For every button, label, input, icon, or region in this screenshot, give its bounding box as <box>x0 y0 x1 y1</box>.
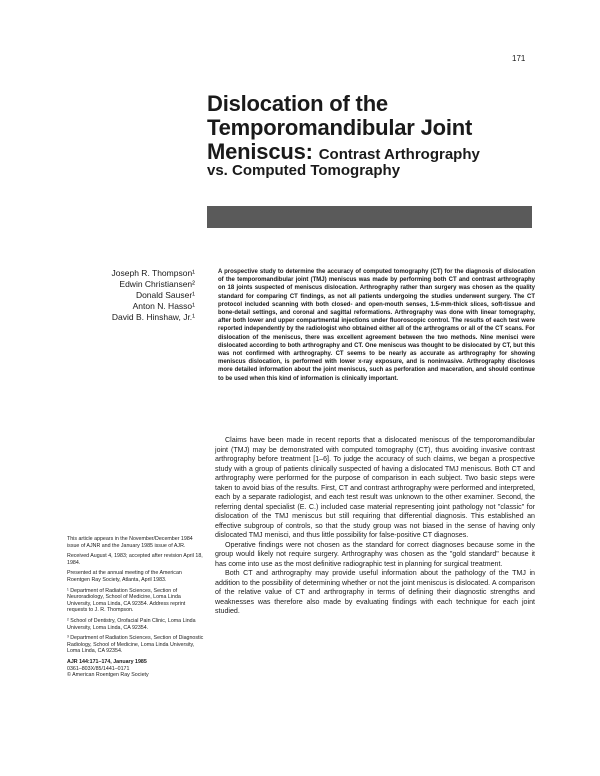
body-text <box>215 436 535 617</box>
author: Anton N. Hasso¹ <box>132 301 195 311</box>
article-subtitle: vs. Computed Tomography <box>207 162 401 179</box>
author: Donald Sauser¹ <box>135 290 195 300</box>
title-main: Dislocation of the Temporomandibular Joint Meniscus: <box>207 91 473 164</box>
page-number: 171 <box>512 54 526 63</box>
footnote: ³ Department of Radiation Sciences, Section of Diagnostic Radiology, School of Medicine, Loma Linda University, Loma Linda, CA 92354. <box>67 635 204 655</box>
author-list <box>112 268 195 323</box>
title-banner-bar <box>207 206 532 228</box>
abstract: A prospective study to determine the accuracy of computed tomography (CT) for the diagnosis of dislocation of the temporomandibular joint (TMJ) meniscus was made by performing both CT and contrast arthrography on 18 joints suspected of meniscus dislocation. Arthrography rather than surgery was chosen as the quality standard for comparing CT findings, as not all patients undergoing the studies underwent surgery. The CT protocol included scanning with both closed- and open-mouth senses, 1.5-mm-thick slices, soft-tissue and bone-detail settings, and coronal and sagittal reformations. Arthrography was done with linear tomography, after both lower and upper compartmental injections under fluoroscopic control. The results of each test were reported independently by the radiologist who obtained either all of the arthrograms or all of the CT scans. For dislocation of the meniscus, there was excellent agreement between the two methods. Nine menisci were dislocated according to both arthrography and CT. One meniscus was thought to be dislocated by CT, but this was not confirmed with arthrography. CT seems to be nearly as accurate as arthrography for showing meniscus dislocation, is performed with lower x-ray exposure, and is noninvasive. Arthrography discloses more detailed information about the joint meniscus, such as perforation and maceration, and should continue to be used when this kind of information is clinically important. <box>218 269 535 382</box>
footnotes <box>67 536 204 679</box>
title-sub: Contrast Arthrography <box>318 146 480 163</box>
issn: 0361–803X/85/1441–0171 <box>67 665 130 672</box>
footnote: ¹ Department of Radiation Sciences, Section of Neuroradiology, School of Medicine, Loma Linda University, Loma Linda, CA 92354. Address reprint requests to J. R. Thompson. <box>67 587 186 614</box>
author: Joseph R. Thompson¹ <box>111 268 195 278</box>
citation: AJR 144:171–174, January 1985 <box>67 658 147 665</box>
body-paragraph: Operative findings were not chosen as the standard for correct diagnoses because some in the group would likely not require surgery. Arthrography was chosen as the "gold standard" because it has come into use as the most definitive radiographic test in planning for surgical treatment. <box>215 540 535 568</box>
footnote: ² School of Dentistry, Orofacial Pain Clinic, Loma Linda University, Loma Linda, CA 92354. <box>67 617 196 631</box>
article-title <box>207 92 567 167</box>
body-paragraph: Both CT and arthrography may provide useful information about the pathology of the TMJ in addition to the possibility of determining whether or not the joint meniscus is dislocated. A comparison of the relative value of CT and arthrography in terms of defining their diagnostic strengths and weaknesses was therefore also made by evaluating findings with each technique for each joint studied. <box>215 569 535 615</box>
footnote: Received August 4, 1983; accepted after revision April 18, 1984. <box>67 553 203 566</box>
footnote: This article appears in the November/December 1984 issue of AJNR and the January 1985 issue of AJR. <box>67 536 193 549</box>
body-paragraph: Claims have been made in recent reports that a dislocated meniscus of the temporomandibular joint (TMJ) may be demonstrated with computed tomography (CT), thus avoiding invasive contrast arthrography before treatment [1–6]. To judge the accuracy of such claims, we began a prospective study with a group of patients clinically suspected of having a dislocated TMJ meniscus. Both CT and arthrography were performed for the purpose of comparison in each subject. Two basic steps were taken to avoid bias of the results. First, CT and contrast arthrography were performed and interpreted, each by a separate radiologist, and each test result was unknown to the other examiner. Second, the referring dental specialist (E. C.) included case material representing joint pathology not "classic" for dislocation of the TMJ meniscus but still requiring that differential diagnosis. This established an effective subgroup of controls, so that the study group was not biased in the sense of having only dislocated TMJ menisci, and thus little possibility for false-positive CT diagnoses. <box>215 436 535 539</box>
author: David B. Hinshaw, Jr.¹ <box>111 312 195 322</box>
author: Edwin Christiansen² <box>119 279 195 289</box>
footnote: Presented at the annual meeting of the American Roentgen Ray Society, Atlanta, April 1983. <box>67 570 182 583</box>
copyright: © American Roentgen Ray Society <box>67 672 149 679</box>
